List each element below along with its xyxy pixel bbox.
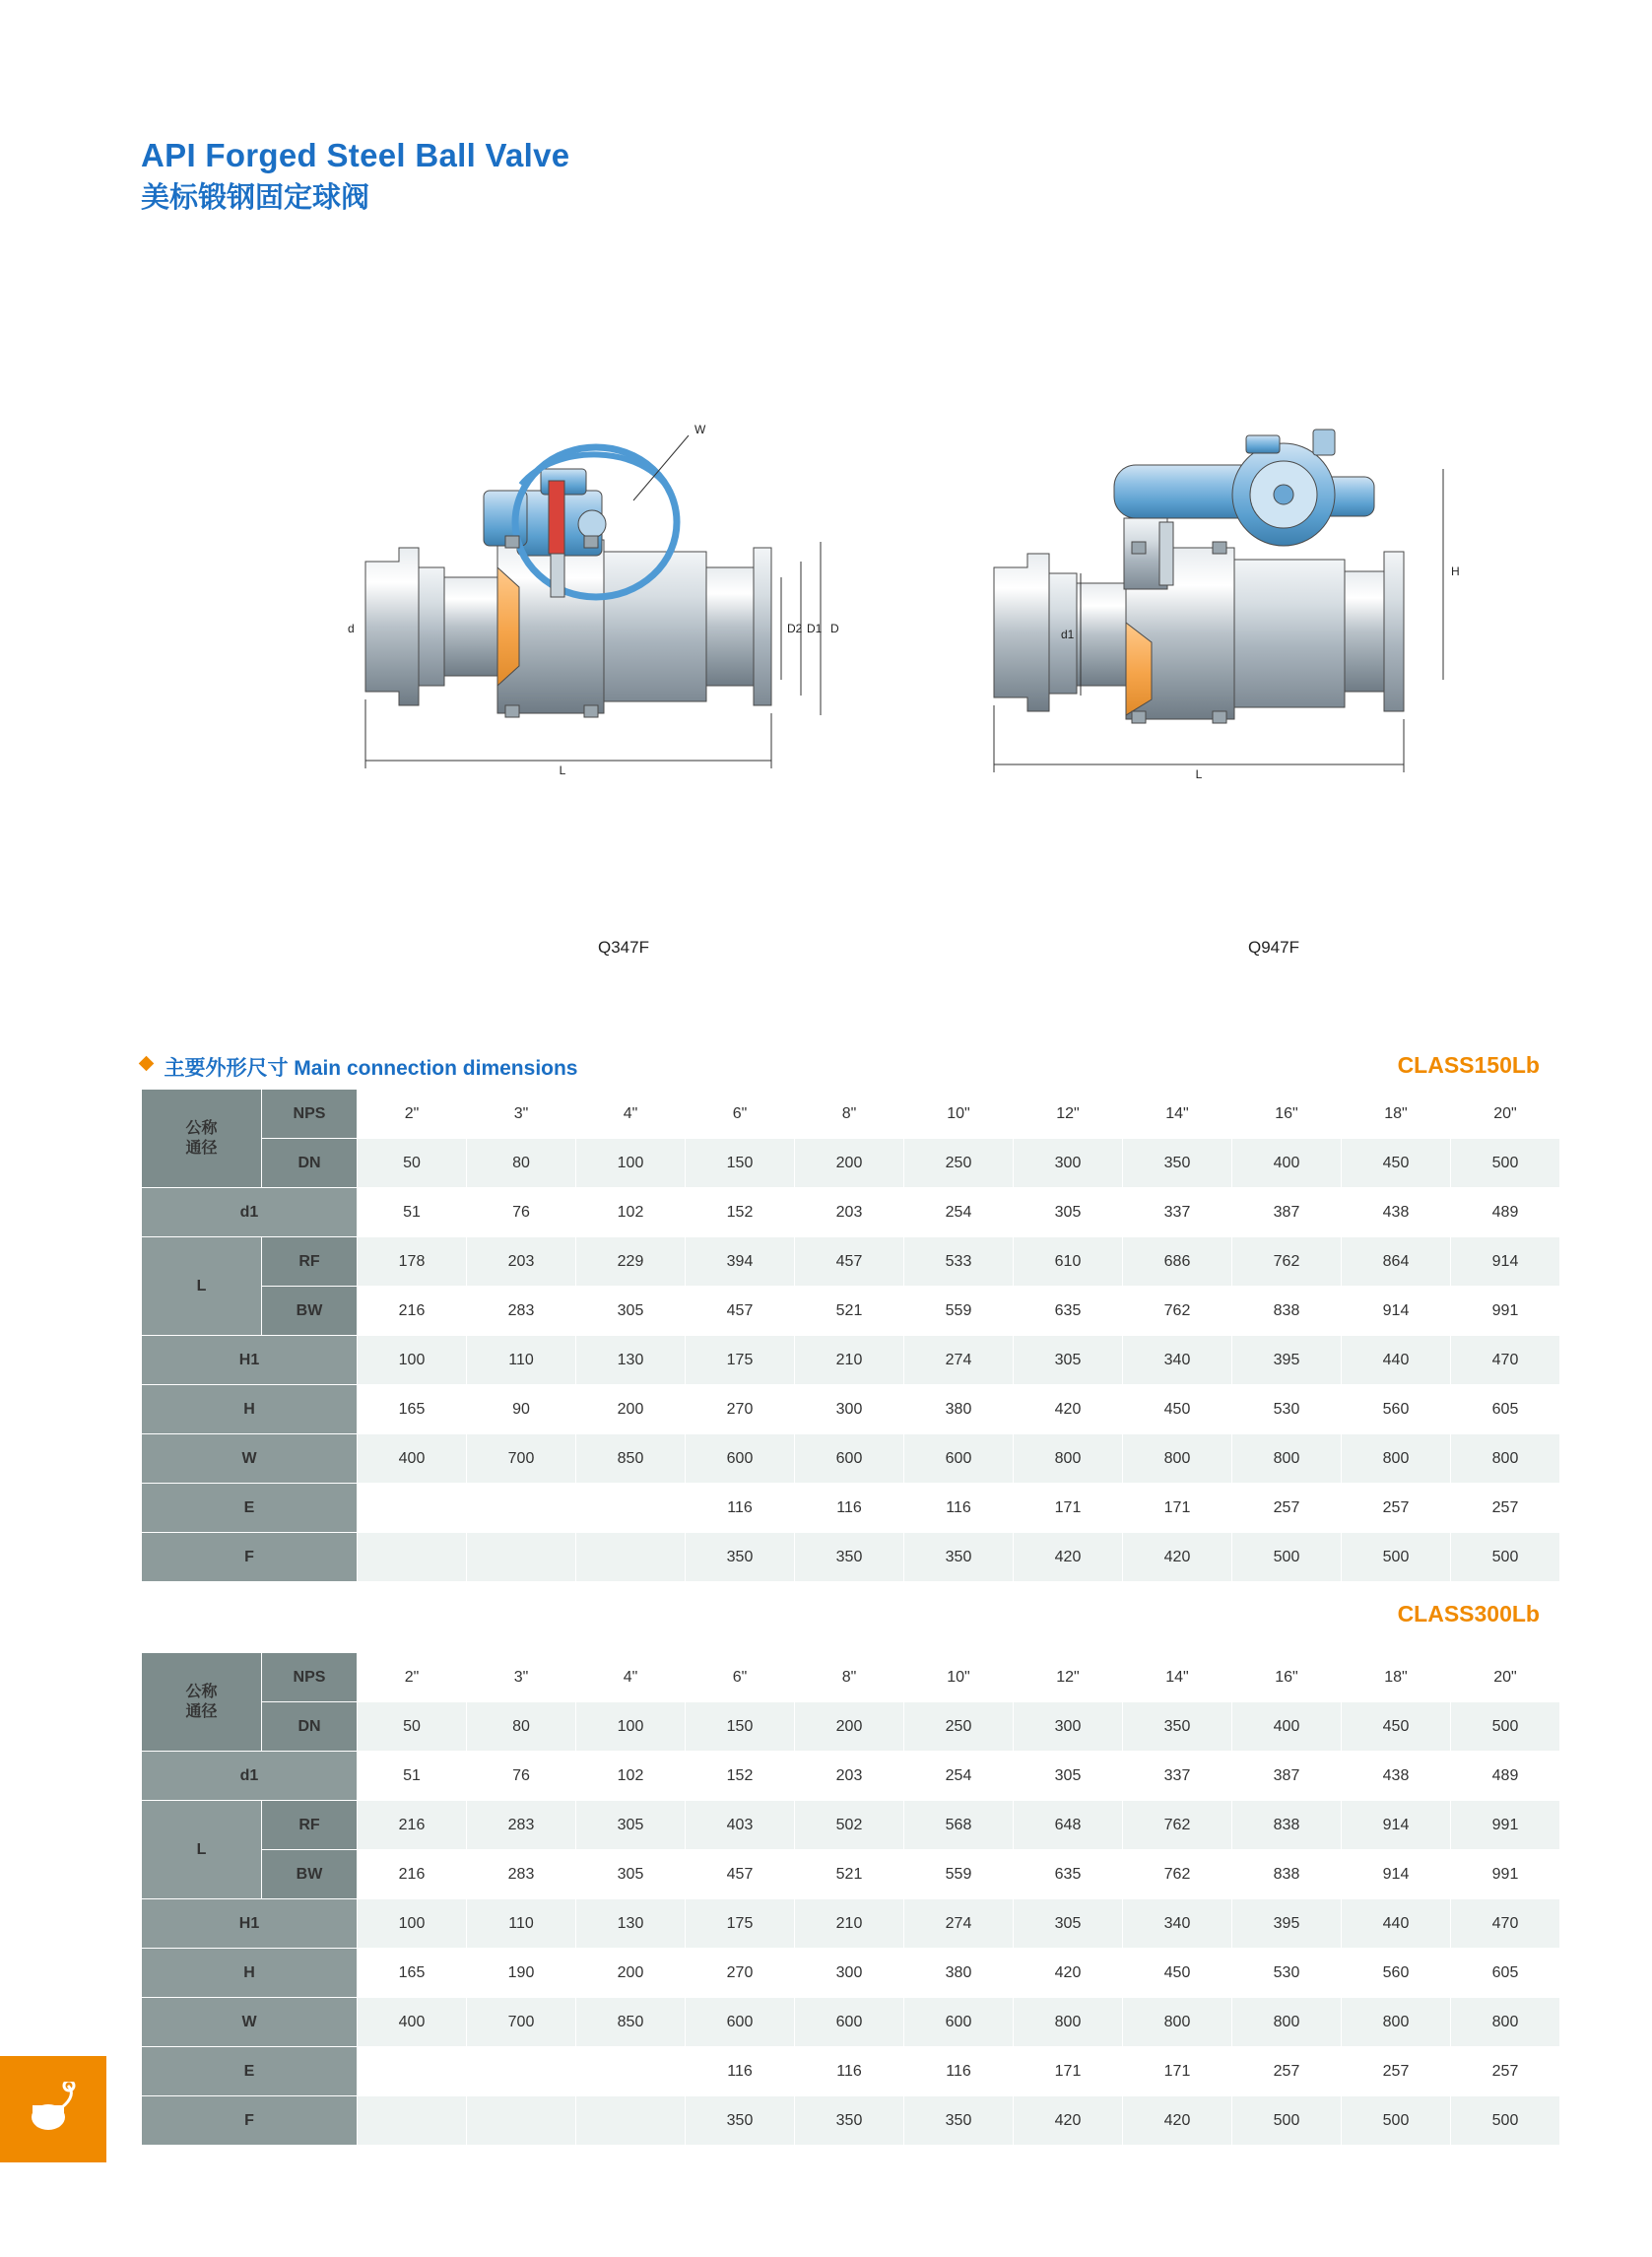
row-label-h: H [142, 1385, 358, 1434]
row-sublabel-dn: DN [262, 1139, 358, 1188]
svg-text:D1: D1 [807, 622, 823, 635]
cell: 16" [1232, 1090, 1342, 1139]
cell: 200 [795, 1702, 904, 1752]
cell: 80 [467, 1139, 576, 1188]
class-label-150: CLASS150Lb [1397, 1052, 1540, 1078]
cell: 200 [576, 1385, 686, 1434]
cell: 800 [1232, 1998, 1342, 2047]
cell: 762 [1232, 1237, 1342, 1287]
cell: 116 [904, 2047, 1014, 2096]
row-label-f: F [142, 1533, 358, 1582]
cell: 152 [686, 1752, 795, 1801]
cell: 914 [1342, 1801, 1451, 1850]
cell: 400 [358, 1998, 467, 2047]
cell: 257 [1232, 2047, 1342, 2096]
cell: 838 [1232, 1287, 1342, 1336]
cell: 457 [686, 1287, 795, 1336]
cell: 850 [576, 1998, 686, 2047]
cell: 257 [1451, 1484, 1560, 1533]
cell: 300 [795, 1385, 904, 1434]
cell: 200 [795, 1139, 904, 1188]
cell: 20" [1451, 1653, 1560, 1702]
cell: 165 [358, 1385, 467, 1434]
diamond-bullet-icon [139, 1056, 155, 1072]
cell: 165 [358, 1949, 467, 1998]
cell: 270 [686, 1949, 795, 1998]
cell: 20" [1451, 1090, 1560, 1139]
cell: 500 [1342, 2096, 1451, 2146]
row-label-l: L [142, 1801, 262, 1899]
cell: 8" [795, 1653, 904, 1702]
cell: 350 [686, 2096, 795, 2146]
svg-text:W: W [694, 423, 706, 436]
cell: 450 [1342, 1139, 1451, 1188]
cell: 440 [1342, 1336, 1451, 1385]
cell: 420 [1014, 1949, 1123, 1998]
table-row [142, 1090, 1560, 1139]
cell: 274 [904, 1336, 1014, 1385]
cell: 283 [467, 1801, 576, 1850]
svg-text:H: H [1451, 564, 1460, 578]
table-row [142, 1533, 1560, 1582]
cell: 100 [358, 1336, 467, 1385]
cell: 300 [1014, 1702, 1123, 1752]
cell: 800 [1123, 1998, 1232, 2047]
cell: 305 [576, 1850, 686, 1899]
cell: 387 [1232, 1188, 1342, 1237]
cell: 3" [467, 1653, 576, 1702]
cell: 395 [1232, 1899, 1342, 1949]
section-header-main-dimensions [141, 1052, 1540, 1086]
cell: 457 [795, 1237, 904, 1287]
cell: 438 [1342, 1188, 1451, 1237]
cell: 76 [467, 1752, 576, 1801]
cell: 305 [1014, 1336, 1123, 1385]
valve-drawing-q947f [958, 374, 1589, 926]
cell: 762 [1123, 1287, 1232, 1336]
cell: 568 [904, 1801, 1014, 1850]
cell: 394 [686, 1237, 795, 1287]
class-label-300: CLASS300Lb [1397, 1601, 1540, 1626]
table-row [142, 1287, 1560, 1336]
table-row [142, 1899, 1560, 1949]
cell: 152 [686, 1188, 795, 1237]
cell: 350 [1123, 1139, 1232, 1188]
cell: 450 [1342, 1702, 1451, 1752]
cell: 559 [904, 1850, 1014, 1899]
cell: 171 [1123, 1484, 1232, 1533]
row-sublabel-bw: BW [262, 1850, 358, 1899]
cell: 210 [795, 1899, 904, 1949]
row-label-l: L [142, 1237, 262, 1336]
cell: 635 [1014, 1850, 1123, 1899]
cell: 274 [904, 1899, 1014, 1949]
cell: 500 [1451, 1533, 1560, 1582]
cell: 116 [795, 1484, 904, 1533]
cell: 420 [1123, 1533, 1232, 1582]
table-row [142, 2047, 1560, 2096]
cell: 762 [1123, 1850, 1232, 1899]
cell: 216 [358, 1850, 467, 1899]
cell: 350 [795, 1533, 904, 1582]
cell: 400 [1232, 1702, 1342, 1752]
table-row [142, 1702, 1560, 1752]
page-title-en: API Forged Steel Ball Valve [141, 137, 570, 173]
cell: 203 [795, 1752, 904, 1801]
cell: 500 [1451, 2096, 1560, 2146]
cell: 400 [1232, 1139, 1342, 1188]
cell: 648 [1014, 1801, 1123, 1850]
cell: 600 [686, 1998, 795, 2047]
cell: 380 [904, 1385, 1014, 1434]
cell [358, 1484, 467, 1533]
row-label-h1: H1 [142, 1899, 358, 1949]
table-row [142, 1850, 1560, 1899]
cell: 700 [467, 1998, 576, 2047]
cell: 300 [795, 1949, 904, 1998]
cell: 4" [576, 1653, 686, 1702]
cell: 450 [1123, 1385, 1232, 1434]
cell: 102 [576, 1752, 686, 1801]
cell: 762 [1123, 1801, 1232, 1850]
cell: 500 [1451, 1139, 1560, 1188]
cell: 686 [1123, 1237, 1232, 1287]
cell: 800 [1342, 1998, 1451, 2047]
cell: 51 [358, 1188, 467, 1237]
cell: 340 [1123, 1899, 1232, 1949]
cell: 12" [1014, 1090, 1123, 1139]
cell: 500 [1232, 2096, 1342, 2146]
cell: 533 [904, 1237, 1014, 1287]
cell: 216 [358, 1801, 467, 1850]
cell: 254 [904, 1188, 1014, 1237]
row-label-f: F [142, 2096, 358, 2146]
table-row [142, 1998, 1560, 2047]
cell: 250 [904, 1702, 1014, 1752]
cell: 257 [1232, 1484, 1342, 1533]
cell: 457 [686, 1850, 795, 1899]
row-label-nominal-bore: 公称 通径 [142, 1090, 262, 1188]
cell: 250 [904, 1139, 1014, 1188]
cell: 130 [576, 1336, 686, 1385]
cell: 305 [576, 1287, 686, 1336]
cell: 420 [1014, 2096, 1123, 2146]
cell: 305 [1014, 1752, 1123, 1801]
cell: 395 [1232, 1336, 1342, 1385]
table-row [142, 1336, 1560, 1385]
cell: 80 [467, 1702, 576, 1752]
cell [576, 2047, 686, 2096]
cell: 210 [795, 1336, 904, 1385]
cell: 150 [686, 1139, 795, 1188]
cell: 350 [686, 1533, 795, 1582]
cell: 914 [1451, 1237, 1560, 1287]
cell: 283 [467, 1850, 576, 1899]
row-sublabel-nps: NPS [262, 1653, 358, 1702]
cell: 100 [576, 1702, 686, 1752]
cell: 14" [1123, 1090, 1232, 1139]
table-row [142, 2096, 1560, 2146]
dimensions-table-class150 [141, 1089, 1560, 1582]
cell: 300 [1014, 1139, 1123, 1188]
row-label-e: E [142, 2047, 358, 2096]
cell: 110 [467, 1336, 576, 1385]
cell [467, 1484, 576, 1533]
cell: 2" [358, 1653, 467, 1702]
cell [576, 1533, 686, 1582]
section-title: 主要外形尺寸 Main connection dimensions [164, 1057, 578, 1080]
cell: 991 [1451, 1801, 1560, 1850]
row-label-d1: d1 [142, 1188, 358, 1237]
cell [467, 1533, 576, 1582]
row-label-h1: H1 [142, 1336, 358, 1385]
cell: 560 [1342, 1385, 1451, 1434]
cell: 2" [358, 1090, 467, 1139]
cell: 600 [795, 1434, 904, 1484]
table-row [142, 1434, 1560, 1484]
cell: 700 [467, 1434, 576, 1484]
cell: 130 [576, 1899, 686, 1949]
cell [358, 1533, 467, 1582]
cell: 350 [904, 1533, 1014, 1582]
cell: 489 [1451, 1752, 1560, 1801]
cell: 203 [795, 1188, 904, 1237]
cell: 470 [1451, 1899, 1560, 1949]
svg-text:L: L [559, 763, 566, 777]
cell: 6" [686, 1653, 795, 1702]
svg-text:D2: D2 [787, 622, 803, 635]
cell: 838 [1232, 1850, 1342, 1899]
cell [358, 2096, 467, 2146]
cell: 216 [358, 1287, 467, 1336]
page-title-cn: 美标锻钢固定球阀 [141, 181, 370, 214]
svg-text:d: d [348, 622, 355, 635]
cell: 420 [1014, 1533, 1123, 1582]
cell: 800 [1342, 1434, 1451, 1484]
figure-q347f [308, 374, 939, 965]
cell: 991 [1451, 1287, 1560, 1336]
cell: 600 [904, 1998, 1014, 2047]
cell: 559 [904, 1287, 1014, 1336]
cell: 600 [686, 1434, 795, 1484]
cell: 18" [1342, 1653, 1451, 1702]
cell: 12" [1014, 1653, 1123, 1702]
cell: 340 [1123, 1336, 1232, 1385]
figure-q947f [958, 374, 1589, 965]
row-sublabel-rf: RF [262, 1801, 358, 1850]
table-row [142, 1484, 1560, 1533]
cell: 500 [1451, 1702, 1560, 1752]
cell: 76 [467, 1188, 576, 1237]
cell: 257 [1451, 2047, 1560, 2096]
cell: 50 [358, 1139, 467, 1188]
cell: 178 [358, 1237, 467, 1287]
cell: 171 [1123, 2047, 1232, 2096]
figure-caption-q347f: Q347F [598, 938, 649, 957]
cell: 521 [795, 1850, 904, 1899]
cell [467, 2096, 576, 2146]
cell: 403 [686, 1801, 795, 1850]
cell: 438 [1342, 1752, 1451, 1801]
cell: 850 [576, 1434, 686, 1484]
cell: 116 [686, 2047, 795, 2096]
cell: 610 [1014, 1237, 1123, 1287]
cell: 305 [576, 1801, 686, 1850]
row-label-d1: d1 [142, 1752, 358, 1801]
cell: 116 [686, 1484, 795, 1533]
cell: 800 [1014, 1998, 1123, 2047]
svg-text:L: L [1195, 767, 1203, 781]
cell: 16" [1232, 1653, 1342, 1702]
cell: 171 [1014, 2047, 1123, 2096]
corner-badge [0, 2056, 106, 2162]
section-header-class300 [141, 1601, 1540, 1634]
cell: 470 [1451, 1336, 1560, 1385]
cell: 100 [358, 1899, 467, 1949]
table-row [142, 1653, 1560, 1702]
cell: 387 [1232, 1752, 1342, 1801]
table-row [142, 1752, 1560, 1801]
figure-caption-q947f: Q947F [1248, 938, 1299, 957]
cell: 635 [1014, 1287, 1123, 1336]
dimensions-table-class300 [141, 1652, 1560, 2146]
cell: 257 [1342, 1484, 1451, 1533]
table-row [142, 1801, 1560, 1850]
cell: 203 [467, 1237, 576, 1287]
cell: 171 [1014, 1484, 1123, 1533]
cell: 600 [795, 1998, 904, 2047]
cell: 800 [1014, 1434, 1123, 1484]
cell: 800 [1232, 1434, 1342, 1484]
cell: 560 [1342, 1949, 1451, 1998]
row-sublabel-nps: NPS [262, 1090, 358, 1139]
cell: 489 [1451, 1188, 1560, 1237]
table-row [142, 1949, 1560, 1998]
cell: 110 [467, 1899, 576, 1949]
valve-logo-icon [23, 2082, 84, 2137]
cell: 102 [576, 1188, 686, 1237]
table-row [142, 1139, 1560, 1188]
cell: 18" [1342, 1090, 1451, 1139]
cell: 3" [467, 1090, 576, 1139]
cell: 100 [576, 1139, 686, 1188]
cell: 190 [467, 1949, 576, 1998]
cell: 600 [904, 1434, 1014, 1484]
cell: 50 [358, 1702, 467, 1752]
cell: 305 [1014, 1899, 1123, 1949]
row-label-h: H [142, 1949, 358, 1998]
cell: 116 [795, 2047, 904, 2096]
table-row [142, 1237, 1560, 1287]
cell: 380 [904, 1949, 1014, 1998]
cell: 521 [795, 1287, 904, 1336]
svg-text:D: D [830, 622, 839, 635]
cell: 90 [467, 1385, 576, 1434]
row-label-nominal-bore: 公称 通径 [142, 1653, 262, 1752]
cell: 229 [576, 1237, 686, 1287]
cell: 420 [1123, 2096, 1232, 2146]
cell: 337 [1123, 1188, 1232, 1237]
cell: 800 [1123, 1434, 1232, 1484]
svg-text:d1: d1 [1061, 628, 1075, 641]
cell: 14" [1123, 1653, 1232, 1702]
cell: 283 [467, 1287, 576, 1336]
cell: 800 [1451, 1998, 1560, 2047]
cell: 914 [1342, 1850, 1451, 1899]
valve-drawing-q347f [308, 374, 939, 926]
row-sublabel-rf: RF [262, 1237, 358, 1287]
cell: 500 [1342, 1533, 1451, 1582]
cell: 991 [1451, 1850, 1560, 1899]
cell: 257 [1342, 2047, 1451, 2096]
cell: 440 [1342, 1899, 1451, 1949]
cell: 605 [1451, 1949, 1560, 1998]
cell [467, 2047, 576, 2096]
cell: 450 [1123, 1949, 1232, 1998]
cell: 305 [1014, 1188, 1123, 1237]
cell: 838 [1232, 1801, 1342, 1850]
cell: 350 [904, 2096, 1014, 2146]
cell: 800 [1451, 1434, 1560, 1484]
cell: 175 [686, 1899, 795, 1949]
cell: 8" [795, 1090, 904, 1139]
cell: 400 [358, 1434, 467, 1484]
table-row [142, 1385, 1560, 1434]
cell: 150 [686, 1702, 795, 1752]
cell: 6" [686, 1090, 795, 1139]
cell [576, 1484, 686, 1533]
cell: 337 [1123, 1752, 1232, 1801]
cell: 175 [686, 1336, 795, 1385]
cell [576, 2096, 686, 2146]
cell: 605 [1451, 1385, 1560, 1434]
row-label-w: W [142, 1998, 358, 2047]
cell [358, 2047, 467, 2096]
row-sublabel-dn: DN [262, 1702, 358, 1752]
cell: 530 [1232, 1385, 1342, 1434]
cell: 350 [1123, 1702, 1232, 1752]
cell: 51 [358, 1752, 467, 1801]
figure-group [141, 374, 1540, 965]
cell: 254 [904, 1752, 1014, 1801]
row-sublabel-bw: BW [262, 1287, 358, 1336]
cell: 530 [1232, 1949, 1342, 1998]
cell: 500 [1232, 1533, 1342, 1582]
cell: 864 [1342, 1237, 1451, 1287]
cell: 270 [686, 1385, 795, 1434]
cell: 4" [576, 1090, 686, 1139]
cell: 10" [904, 1653, 1014, 1702]
row-label-e: E [142, 1484, 358, 1533]
cell: 200 [576, 1949, 686, 1998]
cell: 116 [904, 1484, 1014, 1533]
cell: 914 [1342, 1287, 1451, 1336]
row-label-w: W [142, 1434, 358, 1484]
cell: 420 [1014, 1385, 1123, 1434]
cell: 350 [795, 2096, 904, 2146]
cell: 10" [904, 1090, 1014, 1139]
page-header [141, 136, 1520, 215]
table-row [142, 1188, 1560, 1237]
cell: 502 [795, 1801, 904, 1850]
